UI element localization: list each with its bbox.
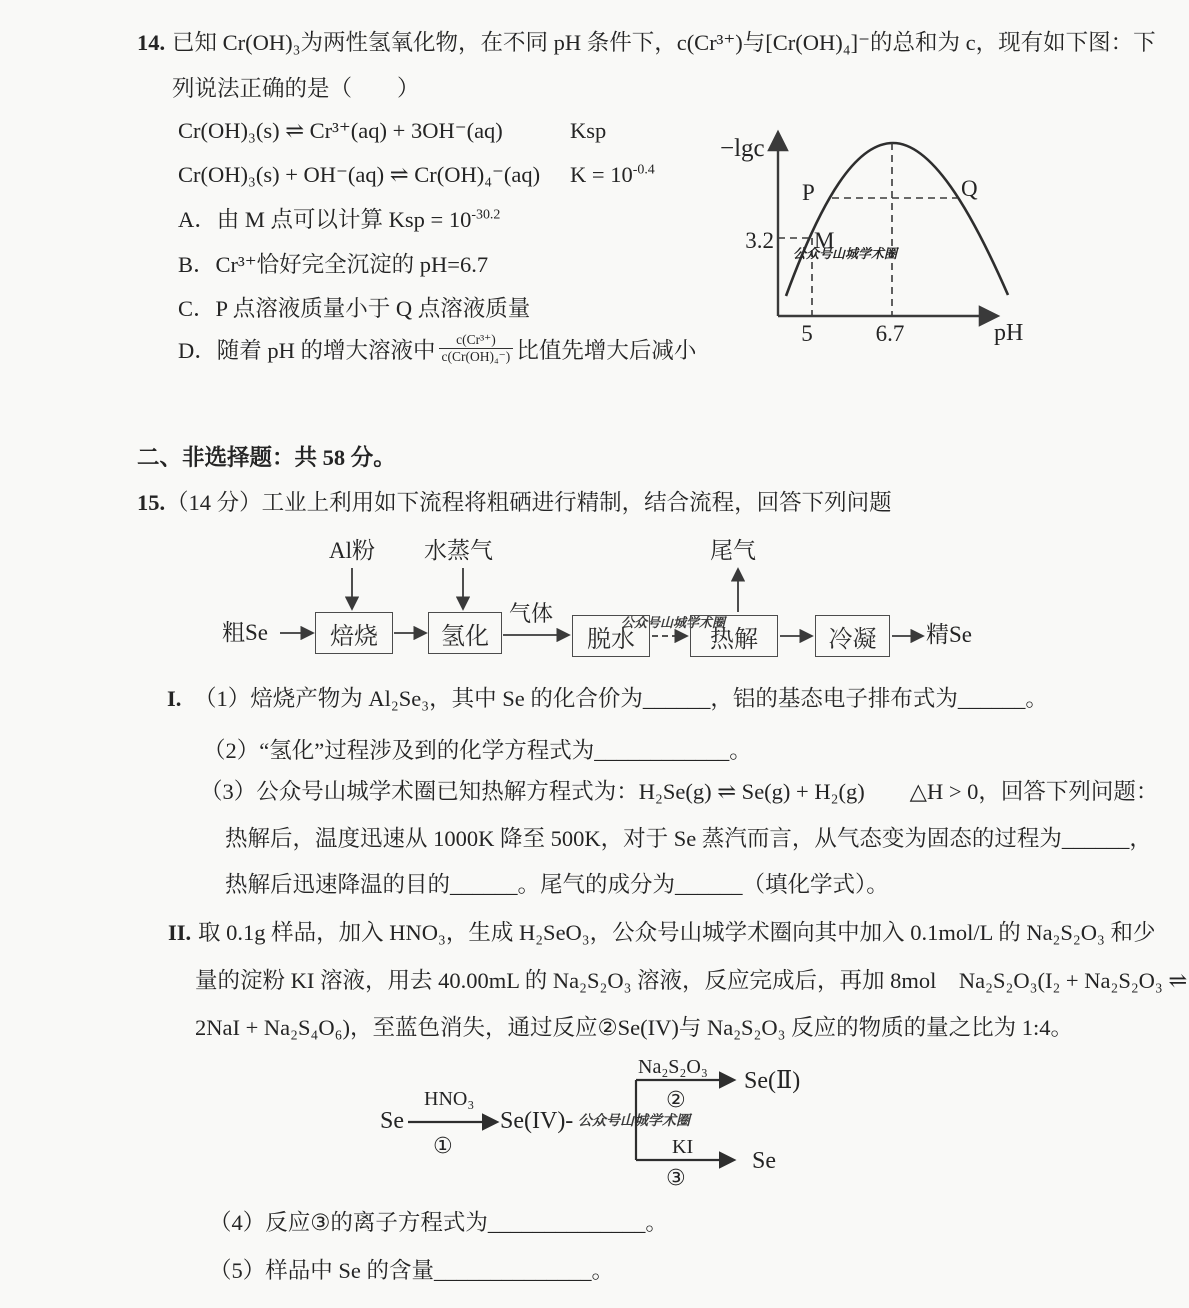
- part-1-label: I.: [167, 686, 182, 711]
- flow-input-label: 粗Se: [222, 620, 268, 645]
- x-tick-5: 5: [801, 321, 813, 346]
- equation-2-constant: [570, 160, 655, 189]
- part-2-line-3: 2NaI + Na₂S₄O₆)，至蓝色消失，通过反应②Se(IV)与 Na₂S₂O₃ 反应的物质的量之比为 1:4。: [195, 1015, 1073, 1040]
- option-d-suffix: 比值先增大后减小: [516, 337, 697, 363]
- equation-1: Cr(OH)₃(s) ⇌ Cr³⁺(aq) + 3OH⁻(aq): [178, 118, 503, 143]
- option-a: [178, 205, 500, 234]
- flow-box-roasting: 焙烧: [315, 612, 393, 654]
- point-p-label: P: [802, 180, 815, 205]
- option-d: [178, 332, 696, 365]
- question-15-4: （4）反应③的离子方程式为______________。: [209, 1210, 668, 1235]
- graph-watermark: 公众号山城学术圈: [793, 246, 898, 261]
- question-15-number: 15.: [137, 490, 166, 515]
- option-a-exponent: -30.2: [471, 207, 501, 223]
- equation-2-constant-base: K = 10: [570, 162, 633, 187]
- reaction-diagram-arrows: [370, 1048, 840, 1203]
- section-2-header: 二、非选择题：共 58 分。: [137, 445, 396, 470]
- part-2-line-2: 量的淀粉 KI 溶液，用去 40.00mL 的 Na₂S₂O₃ 溶液，反应完成后，再加 8mol Na₂S₂O₃(I₂ + Na₂S₂O₃ ⇌: [195, 968, 1188, 993]
- equation-1-constant: Ksp: [570, 118, 607, 143]
- x-axis-label: pH: [994, 320, 1024, 346]
- equation-2-constant-exponent: -0.4: [632, 162, 655, 178]
- option-c: C．P 点溶液质量小于 Q 点溶液质量: [178, 296, 531, 321]
- part-1-question-3-line-2: 热解后，温度迅速从 1000K 降至 500K，对于 Se 蒸汽而言，从气态变为固态的过程为______，: [225, 826, 1152, 851]
- question-14-line-1: 已知 Cr(OH)₃为两性氢氧化物，在不同 pH 条件下，c(Cr³⁺)与[Cr(OH)₄]⁻的总和为 c，现有如下图：下: [172, 30, 1156, 55]
- fraction-denominator: c(Cr(OH)₄⁻): [441, 349, 511, 365]
- option-b: B．Cr³⁺恰好完全沉淀的 pH=6.7: [178, 252, 489, 277]
- part-2-label: II.: [168, 920, 192, 945]
- flow-box-pyrolysis: 热解: [690, 615, 778, 657]
- diagram-se-ii-product: Se(Ⅱ): [744, 1068, 801, 1094]
- diagram-step-3-circle: ③: [666, 1165, 686, 1190]
- part-1-question-2: （2）“氢化”过程涉及到的化学方程式为____________。: [203, 738, 752, 763]
- part-2-line-1: 取 0.1g 样品，加入 HNO₃，生成 H₂SeO₃，公众号山城学术圈向其中加入 0.1mol/L 的 Na₂S₂O₃ 和少: [198, 920, 1156, 945]
- diagram-watermark: 公众号山城学术圈: [578, 1114, 690, 1129]
- question-14-line-2: 列说法正确的是（ ）: [172, 76, 420, 101]
- question-14-number: 14.: [137, 30, 166, 55]
- diagram-step-1-circle: ①: [433, 1133, 453, 1158]
- part-1-question-3-line-3: 热解后迅速降温的目的______。尾气的成分为______（填化学式）。: [225, 872, 889, 897]
- point-q-label: Q: [961, 176, 978, 201]
- flow-output-label: 精Se: [926, 622, 972, 647]
- lgc-curve: [786, 143, 1008, 296]
- option-d-prefix: D．随着 pH 的增大溶液中: [178, 337, 436, 363]
- diagram-hno3-label: HNO₃: [424, 1088, 475, 1110]
- flow-box-hydrogenation: 氢化: [428, 612, 502, 654]
- equation-2: Cr(OH)₃(s) + OH⁻(aq) ⇌ Cr(OH)₄⁻(aq): [178, 162, 541, 187]
- flow-box-dehydration: 脱水: [572, 615, 650, 657]
- option-a-text: A．由 M 点可以计算 Ksp = 10: [178, 207, 472, 232]
- flow-top-input-al: Al粉: [329, 538, 375, 563]
- diagram-step-2-circle: ②: [666, 1087, 686, 1112]
- flow-gas-label: 气体: [509, 601, 554, 626]
- diagram-ki-label: KI: [672, 1136, 694, 1158]
- diagram-se-iv: Se(IV)-: [500, 1108, 574, 1134]
- flow-top-input-steam: 水蒸气: [424, 538, 493, 563]
- diagram-start-se: Se: [380, 1108, 404, 1134]
- ph-lgc-graph: [698, 112, 1128, 360]
- diagram-se-product: Se: [752, 1148, 776, 1174]
- flow-watermark: 公众号山城学术圈: [621, 615, 726, 630]
- flow-top-output-tailgas: 尾气: [710, 538, 756, 563]
- flow-box-condensation: 冷凝: [815, 615, 890, 657]
- option-d-fraction: [439, 332, 514, 365]
- question-15-5: （5）样品中 Se 的含量______________。: [209, 1258, 615, 1283]
- question-15-intro: （14 分）工业上利用如下流程将粗硒进行精制，结合流程，回答下列问题: [166, 490, 892, 515]
- part-1-question-1: （1）焙烧产物为 Al₂Se₃，其中 Se 的化合价为______，铝的基态电子排布式为______。: [194, 686, 1048, 711]
- diagram-na2s2o3-label: Na₂S₂O₃: [638, 1056, 708, 1078]
- x-tick-6-7: 6.7: [875, 321, 905, 346]
- y-axis-label: −lgc: [720, 135, 765, 162]
- fraction-numerator: c(Cr³⁺): [439, 332, 514, 349]
- flowchart-arrows: [200, 528, 1000, 673]
- y-tick-3-2: 3.2: [745, 228, 774, 253]
- part-1-question-3-line-1: （3）公众号山城学术圈已知热解方程式为：H₂Se(g) ⇌ Se(g) + H₂(g) △H > 0，回答下列问题：: [200, 779, 1159, 804]
- point-m-label: M: [814, 228, 835, 253]
